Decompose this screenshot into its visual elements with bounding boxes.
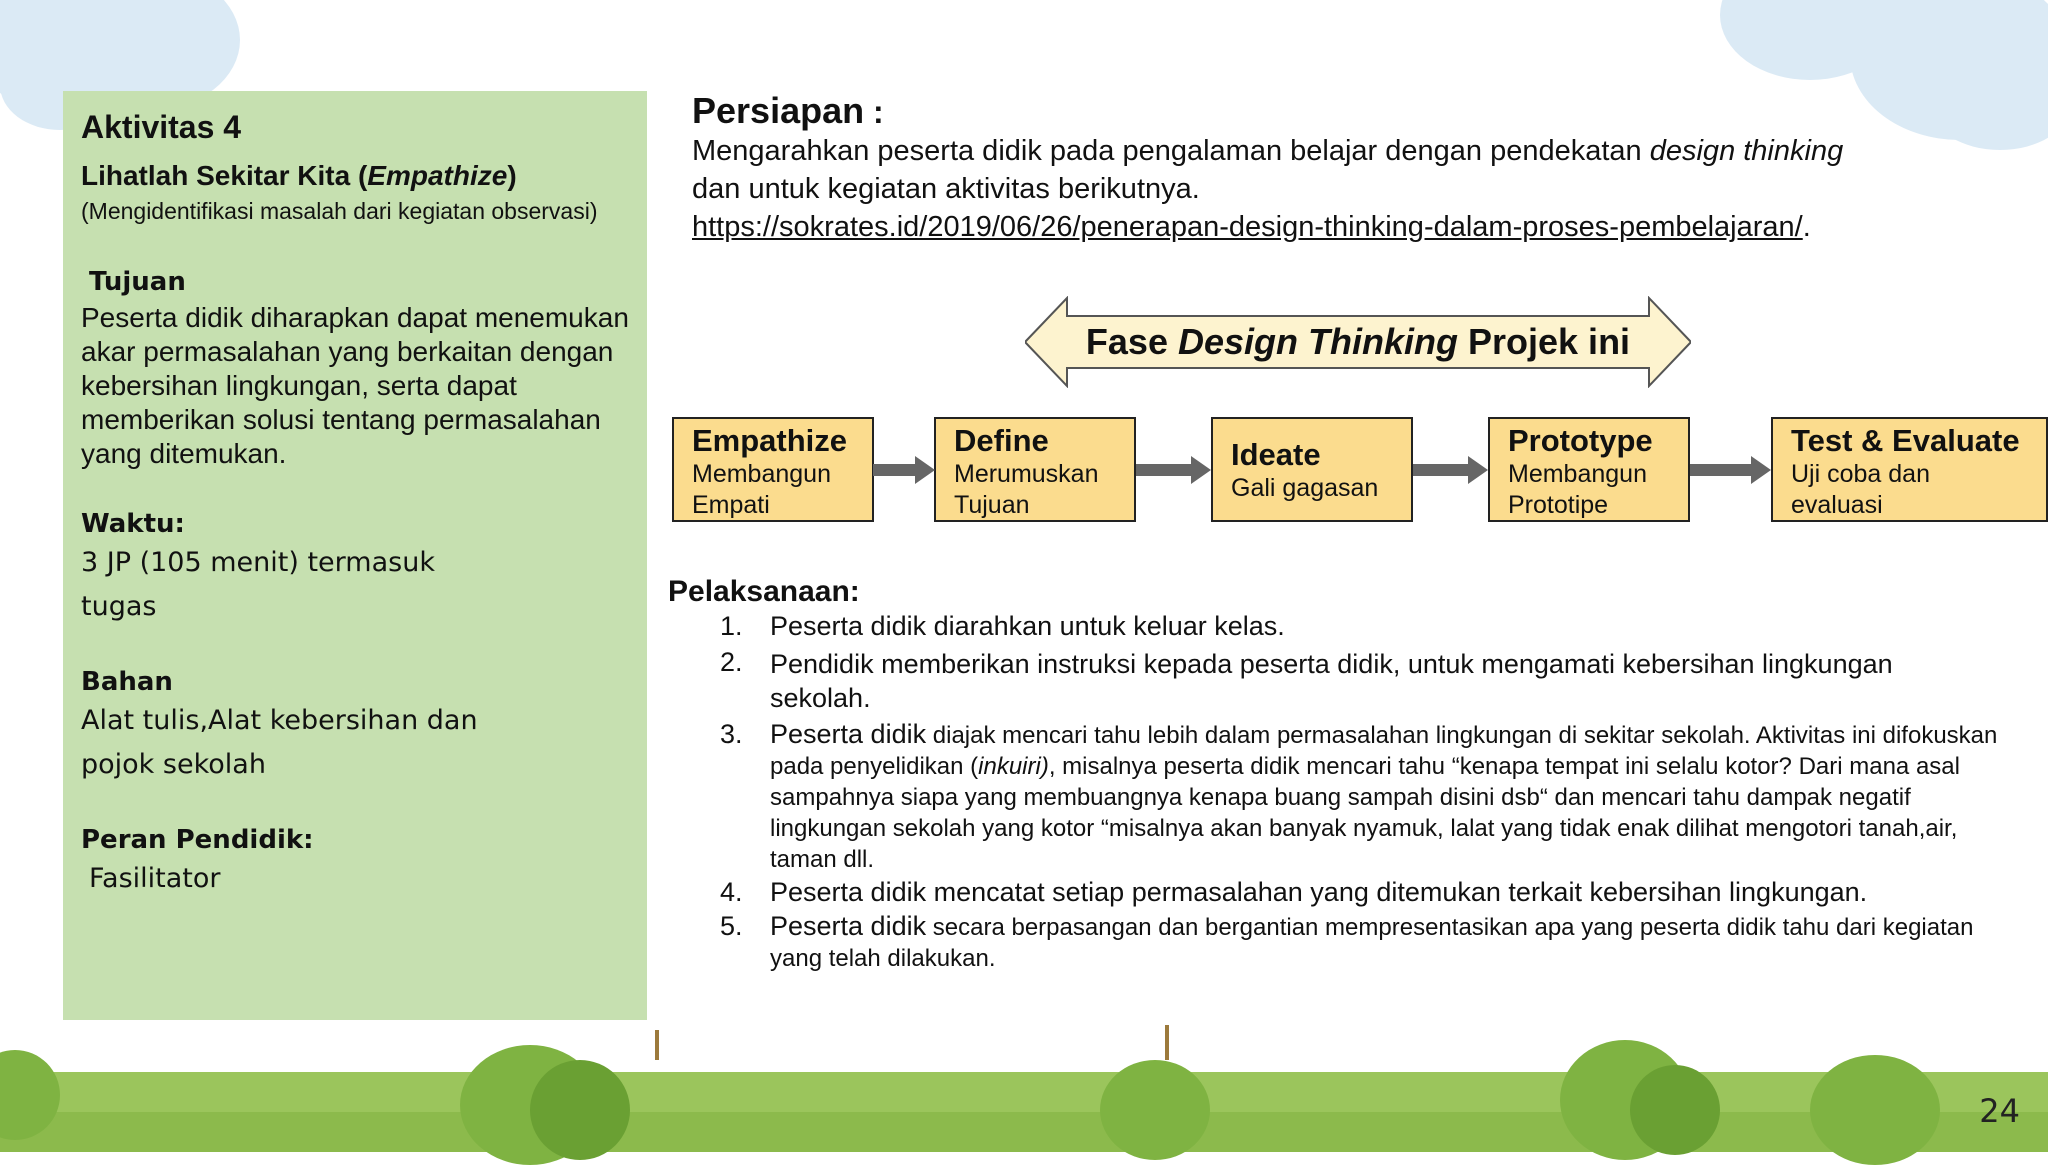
activity-title: Aktivitas 4: [81, 109, 242, 145]
banner-label: Fase Design Thinking Projek ini: [1085, 321, 1631, 362]
phase-define: Define Merumuskan Tujuan: [934, 417, 1136, 522]
waktu-text: 3 JP (105 menit) termasuk tugas: [81, 547, 435, 622]
persiapan-heading: Persiapan :: [692, 90, 884, 131]
activity-subtitle: [81, 160, 629, 192]
peran-text: Fasilitator: [89, 863, 221, 894]
peran-label: Peran Pendidik:: [81, 825, 314, 855]
pelaksanaan-section: [668, 575, 1998, 974]
bahan-text: Alat tulis,Alat kebersihan dan pojok sekolah: [81, 705, 478, 780]
subtitle-text: Lihatlah Sekitar Kita (: [81, 160, 368, 191]
activity-info-panel: [63, 91, 647, 1020]
phase-prototype: Prototype Membangun Prototipe: [1488, 417, 1690, 522]
subtitle-italic: Empathize: [367, 160, 508, 191]
arrow-right-icon: [873, 456, 935, 484]
activity-note: (Mengidentifikasi masalah dari kegiatan observasi): [81, 198, 598, 224]
subtitle-end: ): [507, 160, 517, 191]
arrow-right-icon: [1136, 456, 1211, 484]
arrow-right-icon: [1413, 456, 1488, 484]
waktu-label: Waktu:: [81, 509, 185, 539]
reference-link[interactable]: https://sokrates.id/2019/06/26/penerapan-design-thinking-dalam-proses-pembelajaran/: [692, 211, 1803, 243]
list-item: 2. Pendidik memberikan instruksi kepada peserta didik, untuk mengamati kebersihan lingkungan sekolah.: [720, 647, 1893, 713]
pelaksanaan-steps: [668, 611, 1998, 974]
page-number: 24: [1979, 1092, 2020, 1130]
tujuan-label: Tujuan: [89, 267, 186, 297]
phase-test-evaluate: Test & Evaluate Uji coba dan evaluasi: [1771, 417, 2048, 522]
phase-empathize: Empathize Membangun Empati: [672, 417, 874, 522]
phase-ideate: Ideate Gali gagasan: [1211, 417, 1413, 522]
persiapan-section: [692, 90, 1872, 246]
list-item: 1. Peserta didik diarahkan untuk keluar kelas.: [720, 611, 1285, 641]
arrow-right-icon: [1690, 456, 1771, 484]
list-item: 5. Peserta didik secara berpasangan dan bergantian mempresentasikan apa yang peserta didik tahu dari kegiatan yang telah dilakukan.: [720, 911, 1974, 972]
tujuan-text: Peserta didik diharapkan dapat menemukan akar permasalahan yang berkaitan dengan kebersihan lingkungan, serta dapat memberikan solusi tentang permasalahan yang ditemukan.: [81, 302, 629, 469]
bahan-label: Bahan: [81, 667, 173, 697]
pelaksanaan-heading: Pelaksanaan:: [668, 575, 860, 608]
list-item: 3. Peserta didik diajak mencari tahu lebih dalam permasalahan lingkungan di sekitar sekolah. Aktivitas ini difokuskan pada penyelidikan (inkuiri), misalnya peserta didik mencari tahu “kenapa tempat ini selalu kotor? Dari mana asal sampahnya siapa yang membuangnya kenapa buang sampah disini dsb“ dan mencari tahu dampak negatif lingkungan sekolah yang kotor “misalnya akan banyak nyamuk, lalat yang tidak enak dilihat mengotori tanah,air, taman dll.: [720, 719, 1998, 873]
persiapan-text: Mengarahkan peserta didik pada pengalaman belajar dengan pendekatan design thinking dan untuk kegiatan aktivitas berikutnya. https://sokrates.id/2019/06/26/penerapan-design-thinking-dalam-proses-pembelajaran/.: [692, 135, 1844, 243]
list-item: 4. Peserta didik mencatat setiap permasalahan yang ditemukan terkait kebersihan lingkungan.: [720, 877, 1868, 907]
